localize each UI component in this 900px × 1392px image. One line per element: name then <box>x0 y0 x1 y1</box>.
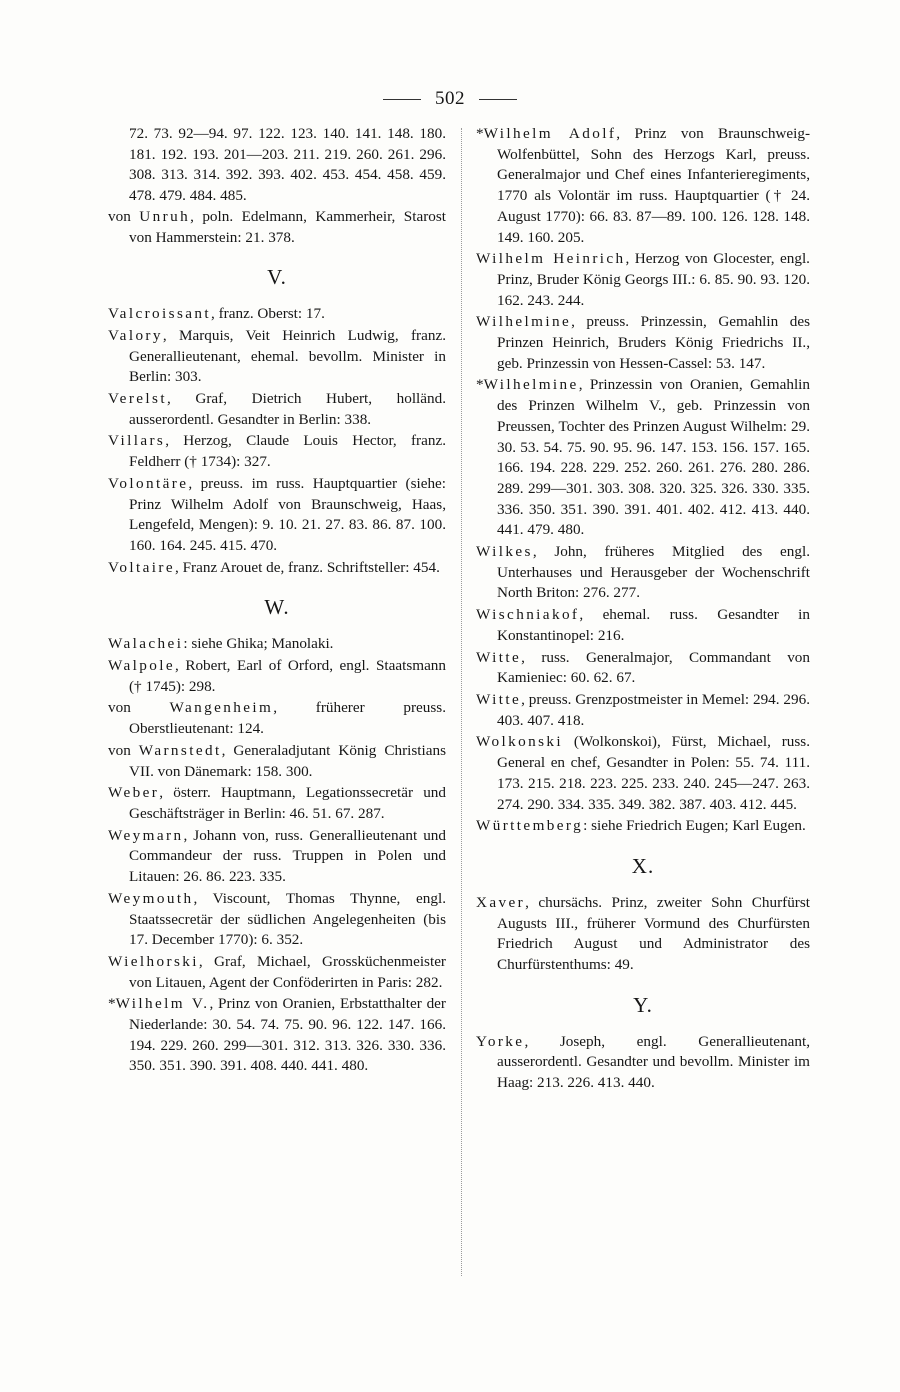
entry-text: , preuss. Grenzpostmeister in Memel: 294. 296. 403. 407. 418. <box>497 690 810 729</box>
entry-text: , Generaladjutant König Christians VII. von Dänemark: 158. 300. <box>129 741 446 780</box>
index-entry <box>108 783 446 824</box>
entry-prefix: * <box>476 125 484 142</box>
entry-text: , Herzog von Glocester, engl. Prinz, Bruder König Georgs III.: 6. 85. 90. 93. 120. 162. 243. 244. <box>497 250 810 309</box>
entry-headword: Wielhorski <box>108 952 199 970</box>
entry-text: , Prinz von Oranien, Erbstatthalter der Niederlande: 30. 54. 74. 75. 90. 96. 122. 147. 166. 194. 229. 260. 299—301. 312. 313. 326. 330. 336. 350. 351. 390. 391. 408. 440. 441. 480. <box>129 995 446 1075</box>
entry-headword: Wilkes <box>476 543 533 561</box>
entry-headword: Wangenheim <box>169 699 274 717</box>
entry-headword: Wischniakof <box>476 606 580 624</box>
entry-text: , John, früheres Mitglied des engl. Unterhauses und Herausgeber der Wochenschrift North Briton: 276. 277. <box>497 543 810 602</box>
index-entry <box>108 304 446 325</box>
entry-headword: Walachei <box>108 635 184 653</box>
entry-text: , früherer preuss. Oberstlieutenant: 124. <box>129 699 446 738</box>
index-entry <box>476 732 810 815</box>
entry-headword: Xaver <box>476 893 526 911</box>
page-header <box>0 88 900 110</box>
index-entry <box>476 542 810 604</box>
section-letter-v: V. <box>267 265 287 290</box>
entry-text: , Franz Arouet de, franz. Schriftsteller: 454. <box>175 558 440 576</box>
entry-headword: Wilhelmine <box>483 376 579 394</box>
entry-text: , preuss. Prinzessin, Gemahlin des Prinzen Heinrich, Bruders König Friedrichs II., geb. Prinzessin von Hessen-Cassel: 53. 147. <box>497 313 810 372</box>
index-entry <box>108 656 446 697</box>
entry-text: , Viscount, Thomas Thynne, engl. Staatssecretär der südlichen Angelegenheiten (bis 17. December 1770): 6. 352. <box>129 889 446 949</box>
entry-text: : siehe Friedrich Eugen; Karl Eugen. <box>583 817 806 835</box>
entries-u <box>108 207 446 248</box>
entry-headword: Unruh <box>139 207 191 225</box>
entry-text: , Prinzessin von Oranien, Gemahlin des Prinzen Wilhelm V., geb. Prinzessin von Preussen, Tochter des Prinzen August Wilhelm: 29. 30. 53. 54. 75. 90. 95. 96. 147. 153. 156. 157. 165. 166. 194. 228. 229. 252. 260. 261. 276. 280. 286. 289. 299—301. 303. 308. 320. 325. 326. 330. 335. 336. 350. 351. 390. 391. 401. 402. 412. 413. 440. 441. 479. 480. <box>497 376 810 539</box>
entries-y <box>476 1032 810 1094</box>
entry-prefix: * <box>476 376 484 394</box>
entry-headword: Wilhelm Adolf <box>483 125 617 142</box>
index-entry <box>476 648 810 689</box>
entry-text: , Graf, Dietrich Hubert, holländ. ausserordentl. Gesandter in Berlin: 338. <box>129 390 446 428</box>
entry-headword: Weymarn <box>108 826 184 844</box>
entry-text: , österr. Hauptmann, Legationssecretär und Geschäftsträger in Berlin: 46. 51. 67. 287. <box>129 784 446 822</box>
entry-headword: Villars <box>108 432 166 450</box>
entry-text: , Robert, Earl of Orford, engl. Staatsmann († 1745): 298. <box>129 657 446 695</box>
entry-prefix: von <box>108 741 139 759</box>
index-entry <box>476 124 810 248</box>
entry-text: , chursächs. Prinz, zweiter Sohn Churfürst Augusts III., früherer Vormund des Churfürsten Friedrich August und Administrator des Churfürstenthums: 49. <box>497 893 810 974</box>
entry-headword: Weymouth <box>108 889 194 907</box>
index-entry <box>108 326 446 388</box>
index-entry <box>476 375 810 541</box>
entries-v <box>108 304 446 578</box>
entry-headword: Yorke <box>476 1032 525 1050</box>
entry-headword: Witte <box>476 648 522 666</box>
entry-headword: Valory <box>108 326 163 344</box>
index-entry <box>476 605 810 646</box>
header-rule-left <box>383 99 421 100</box>
entry-headword: Valcroissant <box>108 305 212 323</box>
entry-headword: Wilhelm Heinrich <box>476 250 626 268</box>
entry-headword: Walpole <box>108 657 176 675</box>
index-entry <box>108 389 446 430</box>
index-entry <box>108 558 446 579</box>
entry-headword: Weber <box>108 784 160 802</box>
entry-headword: Verelst <box>108 390 167 408</box>
header-rule-right <box>479 99 517 100</box>
entry-text: , russ. Generalmajor, Commandant von Kamieniec: 60. 62. 67. <box>497 648 810 687</box>
entry-text: : siehe Ghika; Manolaki. <box>183 635 334 653</box>
entry-headword: Wilhelmine <box>476 313 572 331</box>
entry-headword: Warnstedt <box>138 741 222 759</box>
entry-headword: Wolkonski <box>476 733 564 751</box>
page-number: 502 <box>435 88 465 109</box>
entry-text: (Wolkonskoi), Fürst, Michael, russ. General en chef, Gesandter in Polen: 55. 74. 111. 173. 215. 218. 223. 225. 233. 240. 245—247. 263. 274. 290. 334. 335. 349. 382. 387. 403. 412. 445. <box>497 733 810 813</box>
index-entry <box>108 207 446 248</box>
entry-headword: Witte <box>476 690 522 708</box>
right-column <box>476 124 810 1095</box>
index-entry <box>108 994 446 1077</box>
entry-text: , Johann von, russ. Generallieutenant und Commandeur der russ. Truppen in Polen und Litauen: 26. 86. 223. 335. <box>129 826 446 886</box>
index-entry <box>476 1032 810 1094</box>
index-entry <box>108 952 446 993</box>
index-entry <box>108 634 446 655</box>
index-entry <box>476 249 810 311</box>
entry-text: , Prinz von Braunschweig-Wolfenbüttel, Sohn des Herzogs Karl, preuss. Generalmajor und Chef eines Infanterieregiments, 1770 als Volontär im russ. Hauptquartier († 24. August 1770): 66. 83. 87—89. 100. 126. 128. 148. 149. 160. 205. <box>497 125 810 246</box>
entry-prefix: von <box>108 207 140 225</box>
index-entry <box>108 698 446 739</box>
column-divider <box>461 128 462 1276</box>
section-letter-x: X. <box>631 853 655 878</box>
entry-headword: Wilhelm V. <box>115 995 210 1013</box>
entry-prefix: von <box>108 699 170 717</box>
entry-headword: Württemberg <box>476 817 584 835</box>
index-entry <box>108 431 446 472</box>
entry-headword: Volontäre <box>108 474 189 492</box>
entry-text: , poln. Edelmann, Kammerheir, Starost von Hammerstein: 21. 378. <box>129 207 446 246</box>
index-entry <box>476 312 810 374</box>
entries-x <box>476 893 810 976</box>
index-entry <box>108 889 446 951</box>
entries-w-continued <box>476 124 810 837</box>
section-letter-y: Y. <box>633 992 653 1017</box>
entry-text: , Marquis, Veit Heinrich Ludwig, franz. Generallieutenant, ehemal. bevollm. Minister in Berlin: 303. <box>129 326 446 386</box>
entry-text: , Herzog, Claude Louis Hector, franz. Feldherr († 1734): 327. <box>129 432 446 471</box>
entry-headword: Voltaire <box>108 558 176 576</box>
entry-text: , preuss. im russ. Hauptquartier (siehe: Prinz Wilhelm Adolf von Braunschweig, Haas, Lengefeld, Mengen): 9. 10. 21. 27. 83. 86. 87. 100. 160. 164. 245. 415. 470. <box>129 474 446 554</box>
left-column <box>108 124 446 1078</box>
entry-text: , ehemal. russ. Gesandter in Konstantinopel: 216. <box>497 606 810 644</box>
entry-text: , franz. Oberst: 17. <box>211 305 325 323</box>
index-entry <box>108 826 446 888</box>
continued-entry: 72. 73. 92—94. 97. 122. 123. 140. 141. 148. 180. 181. 192. 193. 201—203. 211. 219. 260. 261. 296. 308. 313. 314. 392. 393. 402. 453. 454. 458. 459. 478. 479. 484. 485. <box>129 125 446 205</box>
index-entry <box>476 690 810 731</box>
index-entry <box>476 893 810 976</box>
entry-text: , Joseph, engl. Generallieutenant, ausserordentl. Gesandter und bevollm. Minister im Haag: 213. 226. 413. 440. <box>497 1032 810 1092</box>
entry-prefix: * <box>108 995 116 1013</box>
entries-w <box>108 634 446 1077</box>
section-letter-w: W. <box>264 595 290 620</box>
entry-text: , Graf, Michael, Grossküchenmeister von Litauen, Agent der Conföderirten in Paris: 282. <box>129 952 446 991</box>
index-entry <box>108 741 446 782</box>
index-entry <box>108 474 446 557</box>
index-entry <box>476 816 810 837</box>
